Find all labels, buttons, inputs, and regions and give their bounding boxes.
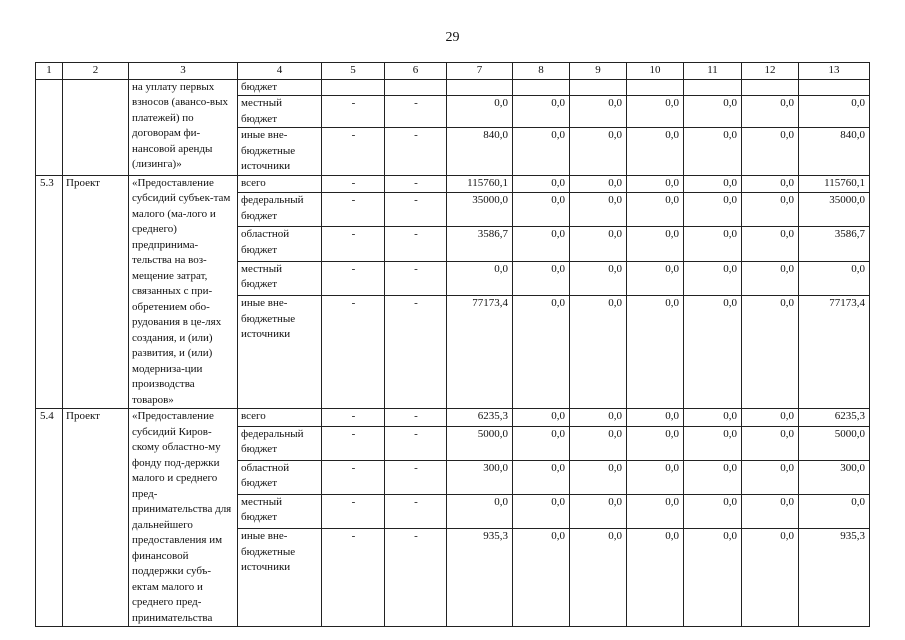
value-cell (322, 79, 385, 96)
value-cell: 300,0 (447, 460, 513, 494)
value-cell: 77173,4 (799, 296, 870, 409)
funding-source: иные вне-бюджетные источники (238, 296, 322, 409)
value-cell: 6235,3 (447, 409, 513, 427)
value-cell: 0,0 (742, 128, 799, 176)
value-cell (513, 79, 570, 96)
value-cell: 0,0 (742, 460, 799, 494)
value-cell: 0,0 (570, 296, 627, 409)
row-number-cell (36, 79, 63, 175)
funding-source: местный бюджет (238, 96, 322, 128)
row-description: «Предоставление субсидий Киров-скому областно-му фонду под-держки малого и среднего пред-принимательства для дальнейшего предоставления им финансовой поддержки субъ-ектам малого и среднего пред-принимательства (129, 409, 238, 627)
value-cell: 0,0 (684, 175, 742, 193)
value-cell: - (385, 227, 447, 261)
funding-source: бюджет (238, 79, 322, 96)
funding-source: федеральный бюджет (238, 426, 322, 460)
value-cell: 935,3 (799, 529, 870, 627)
value-cell: 77173,4 (447, 296, 513, 409)
column-header: 9 (570, 63, 627, 80)
value-cell (570, 79, 627, 96)
value-cell: 3586,7 (799, 227, 870, 261)
value-cell: 0,0 (627, 409, 684, 427)
budget-table (35, 62, 870, 627)
value-cell: 0,0 (513, 460, 570, 494)
row-description: на уплату первых взносов (авансо-вых платежей) по договорам фи-нансовой аренды (лизинга)» (129, 79, 238, 175)
value-cell: 6235,3 (799, 409, 870, 427)
value-cell: 0,0 (627, 296, 684, 409)
value-cell: 840,0 (447, 128, 513, 176)
column-header: 7 (447, 63, 513, 80)
value-cell: 115760,1 (799, 175, 870, 193)
column-header: 8 (513, 63, 570, 80)
funding-source: всего (238, 175, 322, 193)
column-header: 4 (238, 63, 322, 80)
value-cell: 0,0 (627, 261, 684, 295)
value-cell: 0,0 (684, 227, 742, 261)
value-cell: - (385, 296, 447, 409)
value-cell: 0,0 (570, 261, 627, 295)
value-cell: 0,0 (570, 193, 627, 227)
value-cell: - (322, 261, 385, 295)
value-cell: - (385, 193, 447, 227)
table-row (36, 79, 870, 96)
value-cell: 0,0 (513, 128, 570, 176)
value-cell: - (385, 460, 447, 494)
value-cell: 0,0 (627, 128, 684, 176)
value-cell: - (322, 409, 385, 427)
value-cell: - (322, 128, 385, 176)
value-cell: - (385, 96, 447, 128)
column-header: 11 (684, 63, 742, 80)
value-cell: 0,0 (684, 529, 742, 627)
value-cell: 0,0 (447, 96, 513, 128)
value-cell: 0,0 (570, 426, 627, 460)
row-number-cell: 5.4 (36, 409, 63, 627)
value-cell: 0,0 (570, 409, 627, 427)
value-cell: 300,0 (799, 460, 870, 494)
value-cell: 0,0 (684, 261, 742, 295)
value-cell: 0,0 (513, 175, 570, 193)
funding-source: местный бюджет (238, 494, 322, 528)
row-kind-cell: Проект (63, 175, 129, 409)
value-cell: 0,0 (684, 409, 742, 427)
value-cell: 5000,0 (799, 426, 870, 460)
table-row (36, 175, 870, 193)
table-row (36, 409, 870, 427)
value-cell: - (322, 426, 385, 460)
value-cell: - (385, 494, 447, 528)
value-cell: 0,0 (627, 426, 684, 460)
value-cell: 935,3 (447, 529, 513, 627)
value-cell: 0,0 (627, 494, 684, 528)
value-cell: 0,0 (742, 426, 799, 460)
value-cell: 0,0 (447, 261, 513, 295)
funding-source: иные вне-бюджетные источники (238, 529, 322, 627)
funding-source: всего (238, 409, 322, 427)
column-header: 3 (129, 63, 238, 80)
value-cell: 0,0 (684, 460, 742, 494)
column-header: 5 (322, 63, 385, 80)
value-cell (627, 79, 684, 96)
value-cell (684, 79, 742, 96)
value-cell: 0,0 (513, 227, 570, 261)
value-cell: - (322, 227, 385, 261)
value-cell (742, 79, 799, 96)
value-cell: 0,0 (513, 193, 570, 227)
value-cell: 0,0 (570, 494, 627, 528)
value-cell: - (385, 529, 447, 627)
value-cell: 0,0 (799, 96, 870, 128)
value-cell: 0,0 (742, 193, 799, 227)
value-cell: - (322, 193, 385, 227)
value-cell: 0,0 (742, 96, 799, 128)
row-description: «Предоставление субсидий субъек-там малого (ма-лого и среднего) предпринима-тельства на воз-мещение затрат, связанных с при-обретением обо-рудования в це-лях создания, и (или) развития, и (или) модерниза-ции производства товаров» (129, 175, 238, 409)
value-cell: 0,0 (570, 96, 627, 128)
column-header: 2 (63, 63, 129, 80)
value-cell: 0,0 (570, 128, 627, 176)
value-cell: 0,0 (742, 261, 799, 295)
column-header: 10 (627, 63, 684, 80)
value-cell: 0,0 (627, 175, 684, 193)
value-cell: - (385, 426, 447, 460)
funding-source: федеральный бюджет (238, 193, 322, 227)
value-cell (447, 79, 513, 96)
value-cell: 0,0 (684, 128, 742, 176)
value-cell: 0,0 (513, 296, 570, 409)
value-cell: 0,0 (684, 494, 742, 528)
value-cell: 0,0 (513, 409, 570, 427)
value-cell: 0,0 (513, 261, 570, 295)
value-cell: 35000,0 (799, 193, 870, 227)
value-cell: 0,0 (684, 96, 742, 128)
value-cell: - (385, 261, 447, 295)
funding-source: местный бюджет (238, 261, 322, 295)
value-cell: 0,0 (627, 227, 684, 261)
column-header: 6 (385, 63, 447, 80)
value-cell: - (322, 460, 385, 494)
funding-source: областной бюджет (238, 460, 322, 494)
value-cell: 0,0 (742, 529, 799, 627)
value-cell: 3586,7 (447, 227, 513, 261)
value-cell: - (385, 128, 447, 176)
value-cell (385, 79, 447, 96)
value-cell: 0,0 (684, 193, 742, 227)
value-cell: 0,0 (742, 409, 799, 427)
value-cell: 0,0 (799, 494, 870, 528)
value-cell: 0,0 (570, 460, 627, 494)
value-cell (799, 79, 870, 96)
value-cell: 0,0 (447, 494, 513, 528)
header-row (36, 63, 870, 80)
value-cell: - (385, 175, 447, 193)
value-cell: 0,0 (742, 494, 799, 528)
column-header: 13 (799, 63, 870, 80)
value-cell: - (385, 409, 447, 427)
value-cell: 840,0 (799, 128, 870, 176)
value-cell: 35000,0 (447, 193, 513, 227)
value-cell: - (322, 296, 385, 409)
value-cell: 0,0 (684, 426, 742, 460)
value-cell: 0,0 (627, 193, 684, 227)
value-cell: 0,0 (627, 460, 684, 494)
value-cell: 0,0 (684, 296, 742, 409)
value-cell: 0,0 (570, 175, 627, 193)
value-cell: 115760,1 (447, 175, 513, 193)
column-header: 1 (36, 63, 63, 80)
value-cell: 0,0 (742, 227, 799, 261)
value-cell: 5000,0 (447, 426, 513, 460)
value-cell: 0,0 (570, 227, 627, 261)
row-kind-cell (63, 79, 129, 175)
value-cell: 0,0 (742, 296, 799, 409)
funding-source: иные вне-бюджетные источники (238, 128, 322, 176)
value-cell: 0,0 (513, 426, 570, 460)
column-header: 12 (742, 63, 799, 80)
value-cell: 0,0 (742, 175, 799, 193)
value-cell: 0,0 (513, 529, 570, 627)
value-cell: 0,0 (513, 96, 570, 128)
value-cell: 0,0 (513, 494, 570, 528)
value-cell: - (322, 96, 385, 128)
value-cell: - (322, 175, 385, 193)
value-cell: - (322, 529, 385, 627)
funding-source: областной бюджет (238, 227, 322, 261)
value-cell: 0,0 (799, 261, 870, 295)
page-number: 29 (445, 30, 460, 45)
row-kind-cell: Проект (63, 409, 129, 627)
value-cell: 0,0 (570, 529, 627, 627)
value-cell: 0,0 (627, 96, 684, 128)
value-cell: 0,0 (627, 529, 684, 627)
row-number-cell: 5.3 (36, 175, 63, 409)
value-cell: - (322, 494, 385, 528)
